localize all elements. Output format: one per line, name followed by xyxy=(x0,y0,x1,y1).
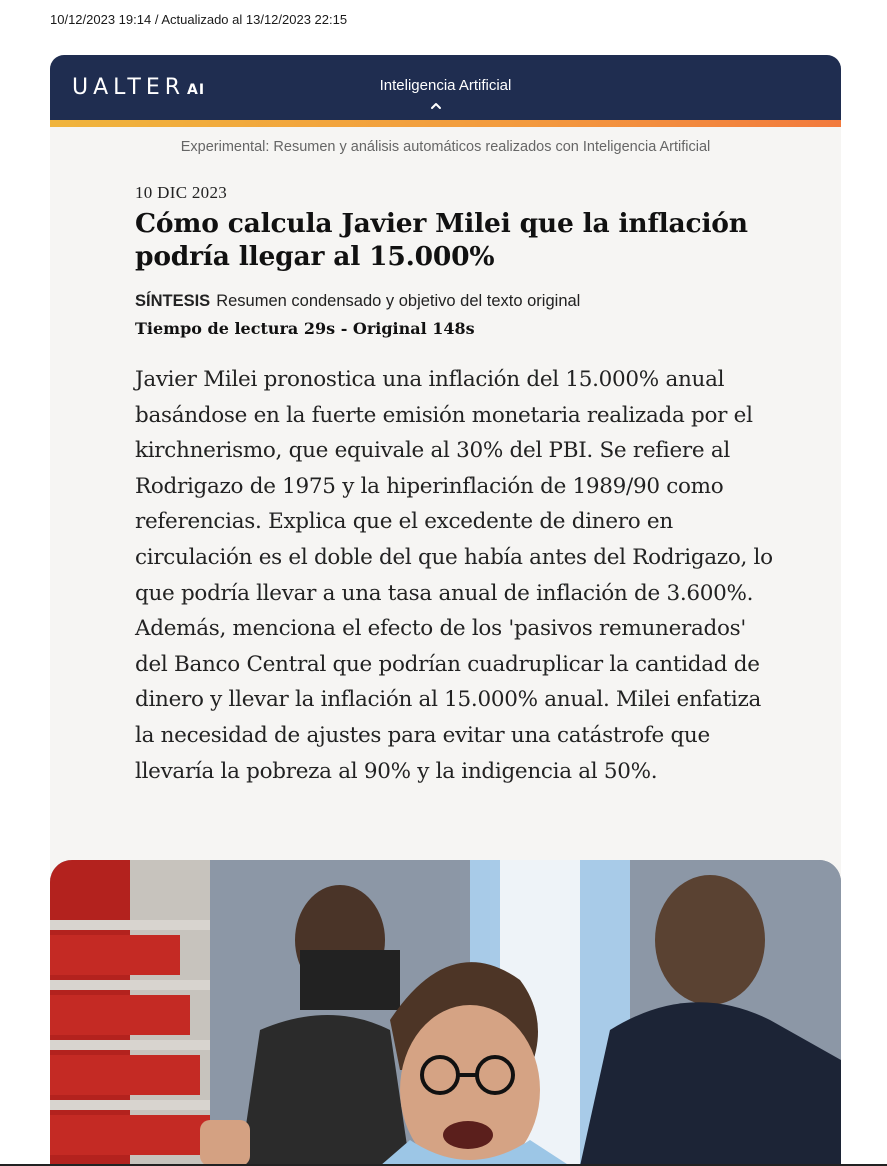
header-bar xyxy=(50,55,841,120)
photo-illustration xyxy=(50,860,841,1166)
logo-text: UALTER xyxy=(72,75,186,100)
experimental-notice: Experimental: Resumen y análisis automáticos realizados con Inteligencia Artificial xyxy=(180,139,711,155)
chevron-up-icon[interactable] xyxy=(429,99,443,113)
section-title: Inteligencia Artificial xyxy=(379,77,512,94)
article-summary xyxy=(135,183,775,789)
article-dateline: 10/12/2023 19:14 / Actualizado al 13/12/2023 22:15 xyxy=(50,12,348,27)
logo-suffix: AI xyxy=(187,82,206,98)
article-body: Javier Milei pronostica una inflación del 15.000% anual basándose en la fuerte emisión monetaria realizada por el kirchnerismo, que equivale al 30% del PBI. Se refiere al Rodrigazo de 1975 y la hiperinflación de 1989/90 como referencias. Explica que el excedente de dinero en circulación es el doble del que había antes del Rodrigazo, lo que podría llevar a una tasa anual de inflación de 3.600%. Además, menciona el efecto de los 'pasivos remunerados' del Banco Central que podrían cuadruplicar la cantidad de dinero y llevar la inflación al 15.000% anual. Milei enfatiza la necesidad de ajustes para evitar una catástrofe que llevaría la pobreza al 90% y la indigencia al 50%. xyxy=(135,367,773,784)
synthesis-row xyxy=(135,292,775,311)
reading-time: Tiempo de lectura 29s - Original 148s xyxy=(135,319,475,338)
article-date: 10 DIC 2023 xyxy=(135,183,228,202)
summary-card xyxy=(50,55,841,1166)
article-photo xyxy=(50,860,841,1166)
accent-bar xyxy=(50,120,841,127)
article-title: Cómo calcula Javier Milei que la inflación podría llegar al 15.000% xyxy=(135,208,748,272)
synthesis-label: SÍNTESIS xyxy=(135,292,211,310)
synthesis-description: Resumen condensado y objetivo del texto original xyxy=(216,292,581,310)
